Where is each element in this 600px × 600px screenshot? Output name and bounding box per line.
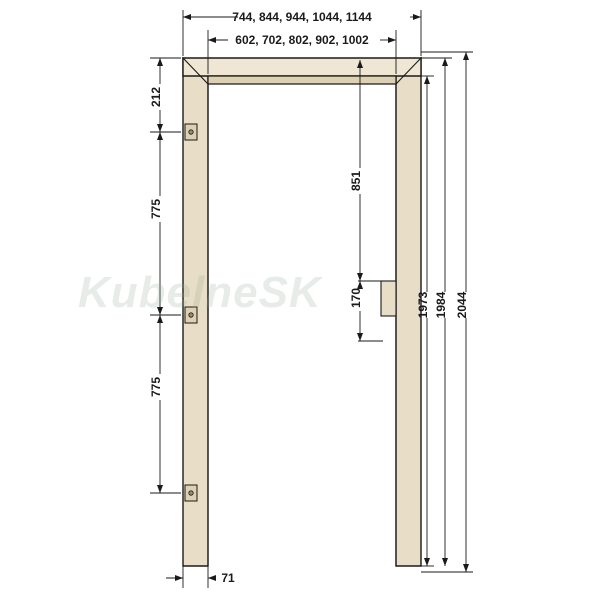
dim-right-2044: 2044 bbox=[455, 291, 469, 319]
dim-top-inner-width: 602, 702, 802, 902, 1002 bbox=[235, 33, 369, 47]
hinge-upper bbox=[185, 124, 197, 140]
frame-head-front bbox=[183, 58, 421, 76]
frame-head-reveal bbox=[208, 76, 396, 84]
dim-right-1984: 1984 bbox=[434, 291, 448, 319]
dim-handle-851: 851 bbox=[349, 170, 363, 192]
dim-handle-170: 170 bbox=[349, 287, 363, 309]
watermark-text: KubelneSK bbox=[78, 268, 322, 317]
dim-left-212: 212 bbox=[149, 86, 163, 108]
dim-left-775-upper: 775 bbox=[149, 198, 163, 220]
dim-right-1973: 1973 bbox=[416, 291, 430, 319]
dim-bottom-71: 71 bbox=[221, 571, 235, 585]
hinge-middle bbox=[185, 307, 197, 323]
hinge-lower bbox=[185, 485, 197, 501]
dim-left-775-lower: 775 bbox=[149, 376, 163, 398]
strike-plate bbox=[381, 281, 396, 316]
door-frame-body bbox=[183, 58, 421, 566]
dim-top-outer-width: 744, 844, 944, 1044, 1144 bbox=[232, 10, 372, 24]
